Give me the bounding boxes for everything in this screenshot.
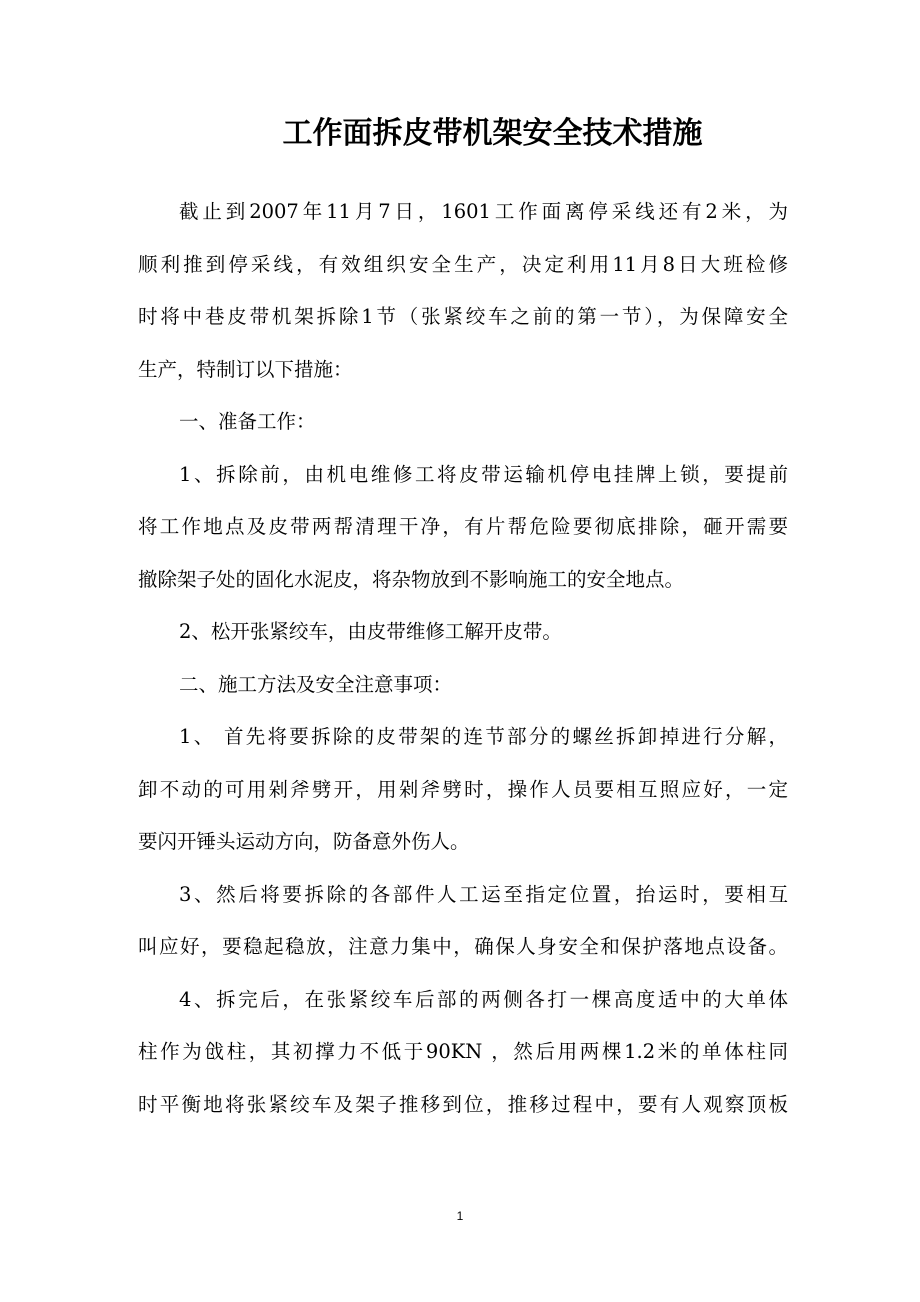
- paragraph-line: 2、松开张紧绞车，由皮带维修工解开皮带。: [179, 620, 562, 643]
- paragraph-line: 柱作为戗柱，其初撑力不低于90KN ，然后用两棵1.2米的单体柱同: [138, 1040, 788, 1063]
- section-heading: 二、施工方法及安全注意事项：: [179, 672, 453, 696]
- paragraph-line: 时平衡地将张紧绞车及架子推移到位，推移过程中，要有人观察顶板: [138, 1092, 788, 1116]
- paragraph-line: 截止到2007年11月7日，1601工作面离停采线还有2米，为: [179, 200, 788, 223]
- paragraph-line: 1、拆除前，由机电维修工将皮带运输机停电挂牌上锁，要提前: [179, 462, 788, 486]
- paragraph-line: 时将中巷皮带机架拆除1节（张紧绞车之前的第一节），为保障安全: [138, 305, 788, 328]
- document-title: 工作面拆皮带机架安全技术措施: [282, 116, 703, 151]
- section-heading: 一、准备工作：: [179, 410, 316, 433]
- paragraph-line: 将工作地点及皮带两帮清理干净，有片帮危险要彻底排除，砸开需要: [138, 515, 788, 538]
- paragraph-line: 叫应好，要稳起稳放，注意力集中，确保人身安全和保护落地点设备。: [138, 935, 788, 958]
- paragraph-line: 卸不动的可用剁斧劈开，用剁斧劈时，操作人员要相互照应好，一定: [138, 777, 788, 801]
- paragraph-line: 3、然后将要拆除的各部件人工运至指定位置，抬运时，要相互: [179, 882, 788, 906]
- page-number: 1: [456, 1209, 464, 1223]
- paragraph-line: 4、拆完后，在张紧绞车后部的两侧各打一棵高度适中的大单体: [179, 987, 788, 1011]
- paragraph-line: 生产，特制订以下措施：: [138, 357, 353, 381]
- paragraph-line: 顺利推到停采线，有效组织安全生产，决定利用11月8日大班检修: [138, 252, 788, 276]
- paragraph-line: 1、 首先将要拆除的皮带架的连节部分的螺丝拆卸掉进行分解，: [179, 725, 788, 748]
- paragraph-line: 撤除架子处的固化水泥皮，将杂物放到不影响施工的安全地点。: [138, 567, 685, 591]
- paragraph-line: 要闪开锤头运动方向，防备意外伤人。: [138, 830, 470, 853]
- document-body: [138, 186, 788, 1131]
